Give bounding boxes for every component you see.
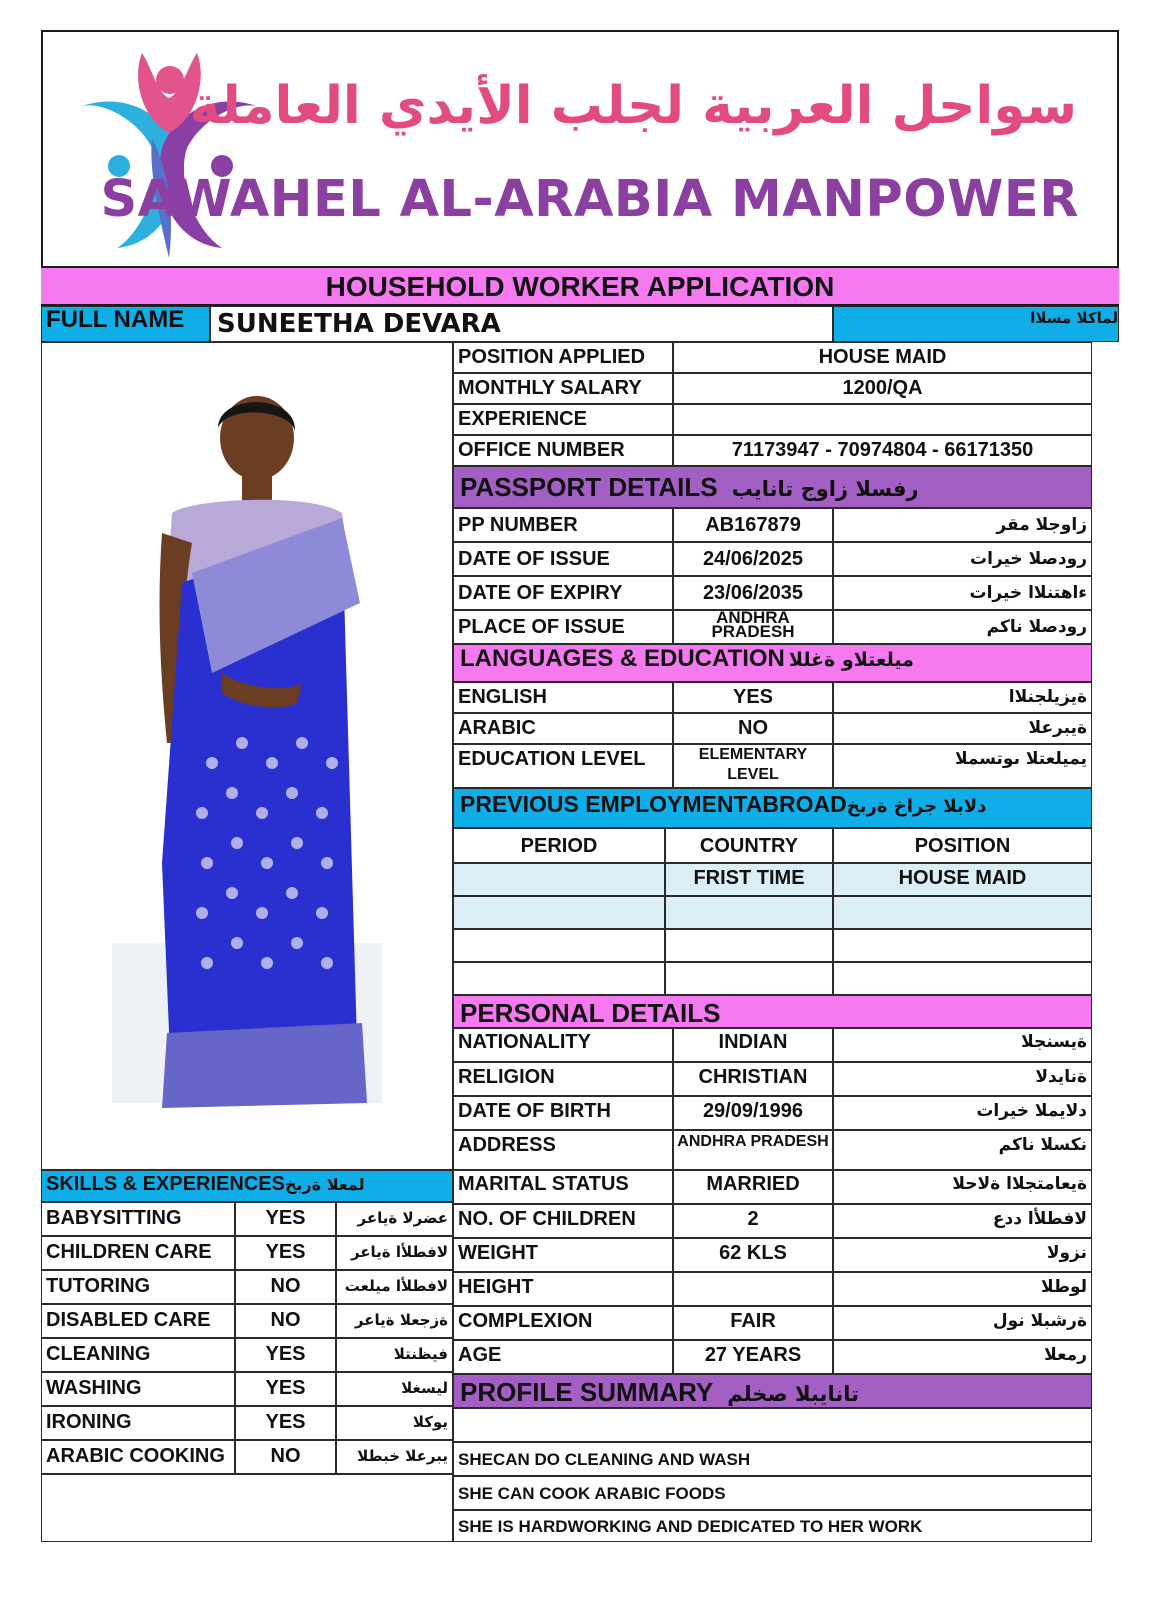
arabic-cooking-value: NO xyxy=(235,1440,336,1474)
washing-arabic: ليسغلا xyxy=(336,1372,453,1406)
arabic-value: NO xyxy=(673,713,833,744)
place-of-issue-value: ANDHRA PRADESH xyxy=(673,610,833,644)
english-value: YES xyxy=(673,682,833,713)
passport-title: PASSPORT DETAILS xyxy=(460,472,718,502)
tutoring-value: NO xyxy=(235,1270,336,1304)
disabled-care-value: NO xyxy=(235,1304,336,1338)
babysitting-arabic: عضرلا ةياعر xyxy=(336,1202,453,1236)
height-value xyxy=(673,1272,833,1306)
employment-title: PREVIOUS EMPLOYMENTABROAD xyxy=(460,791,847,817)
marital-status-value: MARRIED xyxy=(673,1170,833,1204)
weight-arabic: نزولا xyxy=(833,1238,1092,1272)
place-of-issue-label: PLACE OF ISSUE xyxy=(453,610,673,644)
date-of-birth-label: DATE OF BIRTH xyxy=(453,1096,673,1130)
skills-title-arabic: لمعلا ةربخ xyxy=(284,1175,365,1194)
education-level-arabic: يميلعتلا ىوتسملا xyxy=(833,744,1092,788)
religion-label: RELIGION xyxy=(453,1062,673,1096)
skills-section-header xyxy=(41,1170,453,1202)
profile-title-arabic: تانايبلا صخلم xyxy=(727,1382,859,1406)
height-arabic: لوطلا xyxy=(833,1272,1092,1306)
height-label: HEIGHT xyxy=(453,1272,673,1306)
employment-period-cell xyxy=(453,929,665,962)
cleaning-label: CLEANING xyxy=(41,1338,235,1372)
summary-line xyxy=(453,1408,1092,1442)
children-care-value: YES xyxy=(235,1236,336,1270)
disabled-care-arabic: ةزجعلا ةياعر xyxy=(336,1304,453,1338)
nationality-value: INDIAN xyxy=(673,1028,833,1062)
nationality-arabic: ةيسنجلا xyxy=(833,1028,1092,1062)
age-arabic: رمعلا xyxy=(833,1340,1092,1374)
babysitting-value: YES xyxy=(235,1202,336,1236)
period-header: PERIOD xyxy=(453,828,665,863)
marital-status-arabic: ةيعامتجلاا ةلاحلا xyxy=(833,1170,1092,1204)
complexion-arabic: ةرشبلا نول xyxy=(833,1306,1092,1340)
experience-value xyxy=(673,404,1092,435)
office-number-value: 71173947 - 70974804 - 66171350 xyxy=(673,435,1092,466)
arabic-cooking-label: ARABIC COOKING xyxy=(41,1440,235,1474)
date-of-issue-label: DATE OF ISSUE xyxy=(453,542,673,576)
address-label: ADDRESS xyxy=(453,1130,673,1170)
country-header: COUNTRY xyxy=(665,828,833,863)
pp-number-arabic: زاوجلا مقر xyxy=(833,508,1092,542)
employment-country-cell: FRIST TIME xyxy=(665,863,833,896)
languages-title-arabic: ميلعتلاو ةغللا xyxy=(788,649,914,671)
nationality-label: NATIONALITY xyxy=(453,1028,673,1062)
office-number-label: OFFICE NUMBER xyxy=(453,435,673,466)
english-arabic: ةيزيلجنلاا xyxy=(833,682,1092,713)
employment-position-cell xyxy=(833,929,1092,962)
full-name-label: FULL NAME xyxy=(41,306,210,342)
position-header: POSITION xyxy=(833,828,1092,863)
religion-value: CHRISTIAN xyxy=(673,1062,833,1096)
washing-label: WASHING xyxy=(41,1372,235,1406)
ironing-value: YES xyxy=(235,1406,336,1440)
personal-title: PERSONAL DETAILS xyxy=(460,998,721,1028)
children-count-value: 2 xyxy=(673,1204,833,1238)
employment-period-cell xyxy=(453,962,665,995)
arabic-cooking-arabic: يبرعلا خبطلا xyxy=(336,1440,453,1474)
cleaning-arabic: فيظنتلا xyxy=(336,1338,453,1372)
date-of-expiry-label: DATE OF EXPIRY xyxy=(453,576,673,610)
photo-frame xyxy=(41,342,453,1170)
date-of-expiry-value: 23/06/2035 xyxy=(673,576,833,610)
weight-value: 62 KLS xyxy=(673,1238,833,1272)
full-name-value: SUNEETHA DEVARA xyxy=(210,306,833,342)
arabic-arabic: ةيبرعلا xyxy=(833,713,1092,744)
summary-line: SHE CAN COOK ARABIC FOODS xyxy=(453,1476,1092,1510)
date-of-birth-arabic: دلايملا خيرات xyxy=(833,1096,1092,1130)
children-count-arabic: لافطلأا ددع xyxy=(833,1204,1092,1238)
washing-value: YES xyxy=(235,1372,336,1406)
tutoring-arabic: لافطلأا ميلعت xyxy=(336,1270,453,1304)
employment-period-cell xyxy=(453,896,665,929)
date-of-issue-arabic: رودصلا خيرات xyxy=(833,542,1092,576)
employment-position-cell xyxy=(833,962,1092,995)
employment-country-cell xyxy=(665,896,833,929)
english-label: ENGLISH xyxy=(453,682,673,713)
agency-name-english: SAWAHEL AL-ARABIA MANPOWER xyxy=(100,170,1079,229)
complexion-label: COMPLEXION xyxy=(453,1306,673,1340)
full-name-arabic: لماكلا مسلاا xyxy=(833,306,1119,342)
ironing-label: IRONING xyxy=(41,1406,235,1440)
education-level-label: EDUCATION LEVEL xyxy=(453,744,673,788)
employment-position-cell: HOUSE MAID xyxy=(833,863,1092,896)
passport-title-arabic: رفسلا زاوج تانايب xyxy=(731,477,919,501)
place-of-issue-arabic: رودصلا ناكم xyxy=(833,610,1092,644)
languages-title: LANGUAGES & EDUCATION xyxy=(460,645,785,672)
tutoring-label: TUTORING xyxy=(41,1270,235,1304)
employment-country-cell xyxy=(665,929,833,962)
children-care-label: CHILDREN CARE xyxy=(41,1236,235,1270)
religion-arabic: ةنايدلا xyxy=(833,1062,1092,1096)
monthly-salary-value: 1200/QA xyxy=(673,373,1092,404)
personal-section-header xyxy=(453,995,1092,1028)
age-value: 27 YEARS xyxy=(673,1340,833,1374)
profile-section-header xyxy=(453,1374,1092,1408)
children-care-arabic: لافطلأا ةياعر xyxy=(336,1236,453,1270)
cleaning-value: YES xyxy=(235,1338,336,1372)
summary-line: SHE IS HARDWORKING AND DEDICATED TO HER WORK xyxy=(453,1510,1092,1542)
arabic-label: ARABIC xyxy=(453,713,673,744)
profile-title: PROFILE SUMMARY xyxy=(460,1377,714,1407)
complexion-value: FAIR xyxy=(673,1306,833,1340)
languages-section-header xyxy=(453,644,1092,682)
employment-section-header xyxy=(453,788,1092,828)
pp-number-label: PP NUMBER xyxy=(453,508,673,542)
pp-number-value: AB167879 xyxy=(673,508,833,542)
employment-country-cell xyxy=(665,962,833,995)
ironing-arabic: يوكلا xyxy=(336,1406,453,1440)
form-title: HOUSEHOLD WORKER APPLICATION xyxy=(41,266,1119,306)
marital-status-label: MARITAL STATUS xyxy=(453,1170,673,1204)
age-label: AGE xyxy=(453,1340,673,1374)
employment-position-cell xyxy=(833,896,1092,929)
skills-title: SKILLS & EXPERIENCES xyxy=(46,1173,285,1195)
worker-photo xyxy=(42,343,452,1169)
letterhead xyxy=(41,30,1119,266)
date-of-birth-value: 29/09/1996 xyxy=(673,1096,833,1130)
position-applied-label: POSITION APPLIED xyxy=(453,342,673,373)
address-arabic: نكسلا ناكم xyxy=(833,1130,1092,1170)
passport-section-header xyxy=(453,466,1092,508)
employment-title-arabic: دلابلا جراخ ةربخ xyxy=(846,796,987,817)
address-value: ANDHRA PRADESH xyxy=(673,1130,833,1170)
date-of-issue-value: 24/06/2025 xyxy=(673,542,833,576)
date-of-expiry-arabic: ءاهتنلاا خيرات xyxy=(833,576,1092,610)
weight-label: WEIGHT xyxy=(453,1238,673,1272)
monthly-salary-label: MONTHLY SALARY xyxy=(453,373,673,404)
agency-logo-icon xyxy=(57,38,287,263)
skills-blank-footer xyxy=(41,1474,453,1542)
summary-line: SHECAN DO CLEANING AND WASH xyxy=(453,1442,1092,1476)
experience-label: EXPERIENCE xyxy=(453,404,673,435)
children-count-label: NO. OF CHILDREN xyxy=(453,1204,673,1238)
babysitting-label: BABYSITTING xyxy=(41,1202,235,1236)
position-applied-value: HOUSE MAID xyxy=(673,342,1092,373)
disabled-care-label: DISABLED CARE xyxy=(41,1304,235,1338)
agency-name-arabic: سواحل العربية لجلب الأيدي العاملة xyxy=(189,76,1077,136)
employment-period-cell xyxy=(453,863,665,896)
education-level-value: ELEMENTARY LEVEL xyxy=(673,744,833,788)
